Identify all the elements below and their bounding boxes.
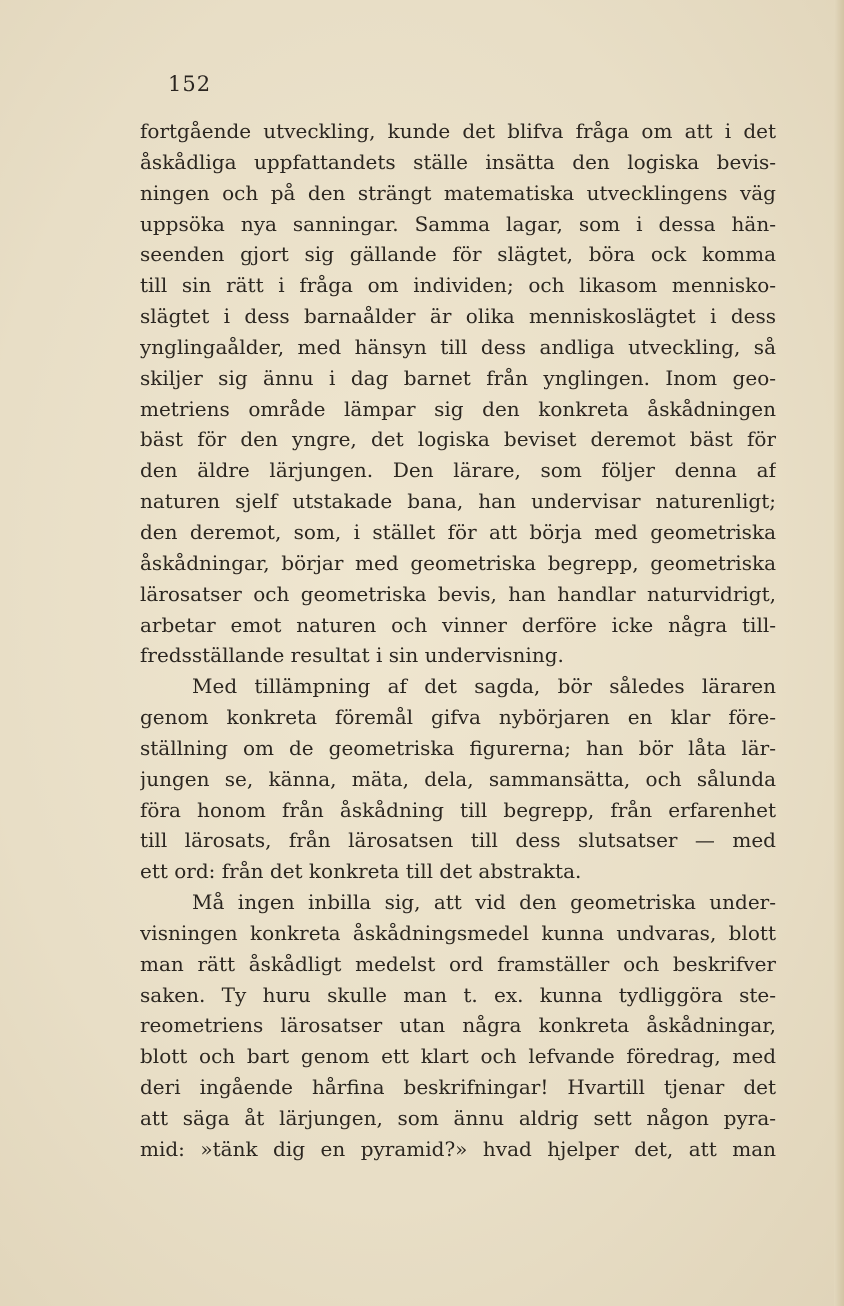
text-line: Må ingen inbilla sig, att vid den geometriska under- bbox=[192, 890, 776, 915]
text-line: ställning om de geometriska figurerna; han bör låta lär- bbox=[140, 735, 776, 760]
text-line: metriens område lämpar sig den konkreta åskådningen bbox=[140, 396, 776, 421]
text-line: fredsställande resultat i sin undervisning. bbox=[140, 643, 564, 668]
text-line: att säga åt lärjungen, som ännu aldrig sett någon pyra- bbox=[140, 1106, 776, 1130]
page-number: 152 bbox=[168, 72, 212, 96]
text-line: blott och bart genom ett klart och lefvande föredrag, med bbox=[140, 1044, 776, 1069]
text-line: Med tillämpning af det sagda, bör således läraren bbox=[192, 674, 776, 699]
text-line: till sin rätt i fråga om individen; och likasom mennisko- bbox=[140, 273, 776, 298]
text-line: till lärosats, från lärosatsen till dess slutsatser — med bbox=[140, 828, 776, 853]
text-line: man rätt åskådligt medelst ord framställer och beskrifver bbox=[140, 951, 776, 976]
text-line: den äldre lärjungen. Den lärare, som följer denna af bbox=[140, 458, 776, 483]
text-line: lärosatser och geometriska bevis, han handlar naturvidrigt, bbox=[140, 581, 776, 606]
text-line: seenden gjort sig gällande för slägtet, böra ock komma bbox=[140, 242, 776, 267]
text-line: den deremot, som, i stället för att börja med geometriska bbox=[140, 519, 776, 544]
text-line: arbetar emot naturen och vinner derföre icke några till- bbox=[140, 612, 776, 637]
text-line: föra honom från åskådning till begrepp, från erfarenhet bbox=[140, 797, 776, 822]
text-line: deri ingående hårfina beskrifningar! Hvartill tjenar det bbox=[140, 1075, 776, 1100]
text-line: bäst för den yngre, det logiska beviset deremot bäst för bbox=[140, 427, 776, 452]
text-line: ett ord: från det konkreta till det abstrakta. bbox=[140, 859, 582, 884]
text-line: ynglingaålder, med hänsyn till dess andliga utveckling, så bbox=[140, 334, 776, 359]
text-line: uppsöka nya sanningar. Samma lagar, som i dessa hän- bbox=[140, 211, 776, 236]
text-line: genom konkreta föremål gifva nybörjaren en klar före- bbox=[140, 705, 776, 730]
text-line: naturen sjelf utstakade bana, han undervisar naturenligt; bbox=[140, 489, 776, 514]
page-edge bbox=[834, 0, 844, 1306]
text-line: ningen och på den strängt matematiska utvecklingens väg bbox=[140, 180, 776, 205]
text-line: visningen konkreta åskådningsmedel kunna undvaras, blott bbox=[140, 920, 776, 945]
text-line: jungen se, känna, mäta, dela, sammansätta, och sålunda bbox=[140, 766, 776, 791]
text-line: mid: »tänk dig en pyramid?» hvad hjelper det, att man bbox=[140, 1136, 776, 1161]
text-line: åskådningar, börjar med geometriska begrepp, geometriska bbox=[140, 550, 776, 575]
text-line: åskådliga uppfattandets ställe insätta den logiska bevis- bbox=[140, 149, 776, 174]
text-line: saken. Ty huru skulle man t. ex. kunna tydliggöra ste- bbox=[140, 982, 776, 1007]
body-text bbox=[140, 116, 776, 1165]
text-line: skiljer sig ännu i dag barnet från ynglingen. Inom geo- bbox=[140, 365, 776, 390]
text-line: reometriens lärosatser utan några konkreta åskådningar, bbox=[140, 1013, 776, 1038]
text-line: fortgående utveckling, kunde det blifva fråga om att i det bbox=[140, 119, 776, 143]
text-line: slägtet i dess barnaålder är olika menniskoslägtet i dess bbox=[140, 304, 776, 329]
